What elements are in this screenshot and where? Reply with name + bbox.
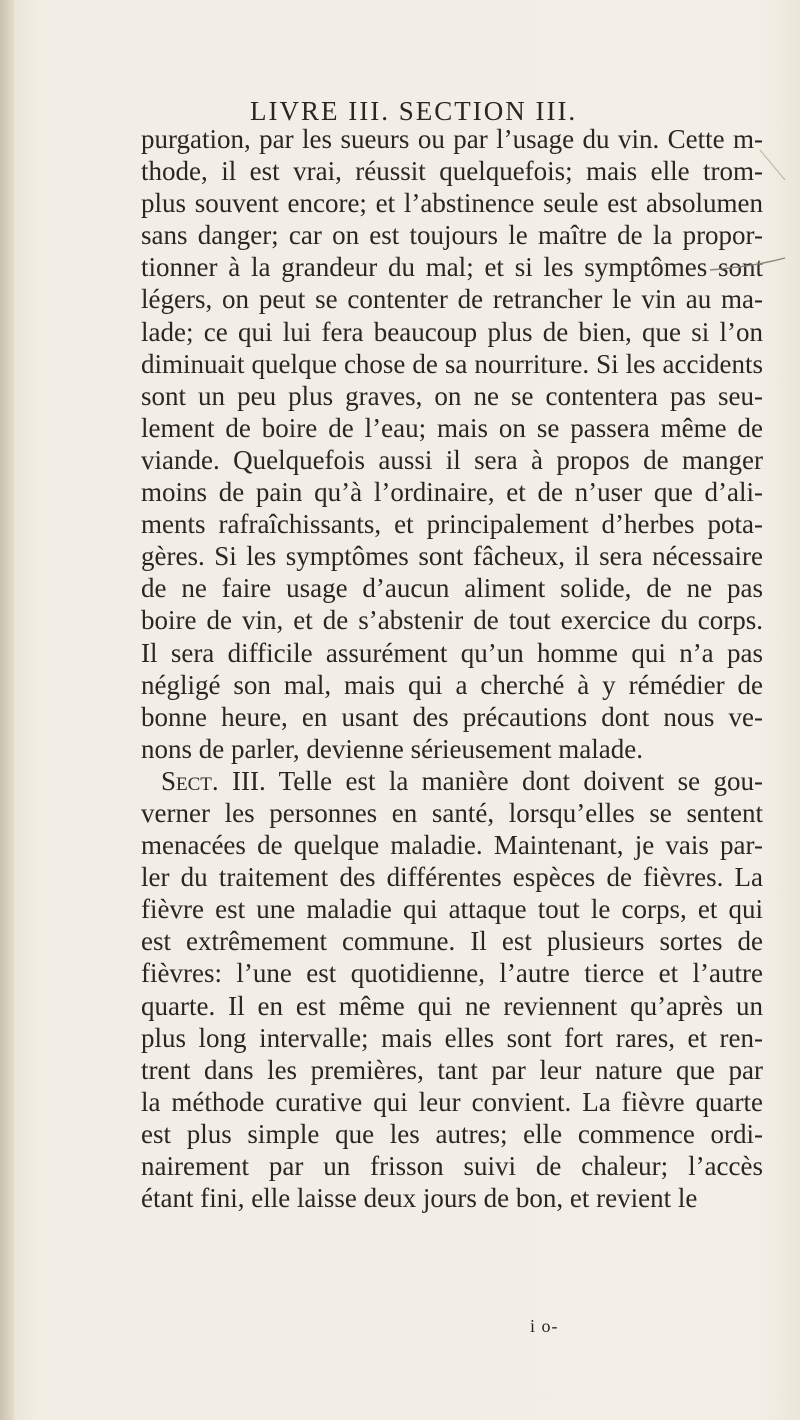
text-line: fièvres: l’une est quotidienne, l’autre tierce et l’autre	[141, 958, 763, 989]
text-line: ments rafraîchissants, et principalement d’herbes pota-	[141, 509, 763, 540]
text-line: viande. Quelquefois aussi il sera à propos de manger	[141, 444, 763, 475]
text-line: Il sera difficile assurément qu’un homme qui n’a pas	[141, 637, 763, 668]
text-line: sont un peu plus graves, on ne se contentera pas seu-	[141, 380, 763, 411]
text-line: est plus simple que les autres; elle commence ordi-	[141, 1118, 763, 1149]
catchword: i o-	[530, 1316, 559, 1336]
running-header: LIVRE III. SECTION III.	[250, 96, 578, 126]
text-line: diminuait quelque chose de sa nourriture. Si les accidents	[141, 348, 763, 379]
text-line: thode, il est vrai, réussit quelquefois; mais elle trom-	[141, 156, 763, 187]
text-line: lement de boire de l’eau; mais on se passera même de	[141, 412, 763, 443]
text-line: plus souvent encore; et l’abstinence seule est absolumen	[141, 188, 763, 219]
text-line: fièvre est une maladie qui attaque tout le corps, et qui	[141, 894, 763, 925]
text-line: étant fini, elle laisse deux jours de bon, et revient le	[141, 1183, 698, 1214]
text-line: nairement par un frisson suivi de chaleur; l’accès	[141, 1151, 763, 1181]
text-line: négligé son mal, mais qui a cherché à y rémédier de	[141, 669, 763, 700]
text-line: de ne faire usage d’aucun aliment solide, de ne pas	[141, 573, 763, 604]
text-line: moins de pain qu’à l’ordinaire, et de n’user que d’ali-	[141, 477, 763, 508]
body-text	[141, 123, 763, 1214]
text-line: lade; ce qui lui fera beaucoup plus de bien, que si l’on	[141, 316, 763, 347]
text-line: tionner à la grandeur du mal; et si les symptômes sont	[141, 252, 763, 283]
text-line: légers, on peut se contenter de retrancher le vin au ma-	[141, 284, 763, 315]
section-line-text: III. Telle est la manière dont doivent se gou-	[218, 765, 763, 796]
text-line: quarte. Il en est même qui ne reviennent qu’après un	[141, 990, 763, 1021]
text-line: trent dans les premières, tant par leur nature que par	[141, 1054, 763, 1085]
text-line: boire de vin, et de s’abstenir de tout exercice du corps.	[141, 605, 763, 636]
section-prefix: Sect.	[161, 765, 219, 796]
text-line: nons de parler, devienne sérieusement malade.	[141, 733, 643, 764]
text-line: sans danger; car on est toujours le maître de la propor-	[141, 220, 763, 251]
text-line: plus long intervalle; mais elles sont fort rares, et ren-	[141, 1022, 763, 1053]
text-line: bonne heure, en usant des précautions dont nous ve-	[141, 701, 763, 732]
text-line: ler du traitement des différentes espèces de fièvres. La	[141, 862, 763, 893]
text-line: la méthode curative qui leur convient. La fièvre quarte	[141, 1086, 763, 1117]
page-binding-edge	[0, 0, 14, 1420]
text-line: est extrêmement commune. Il est plusieurs sortes de	[141, 926, 763, 957]
text-line: menacées de quelque maladie. Maintenant, je vais par-	[141, 830, 763, 861]
text-line: gères. Si les symptômes sont fâcheux, il sera nécessaire	[141, 541, 763, 572]
text-line: purgation, par les sueurs ou par l’usage du vin. Cette m-	[141, 124, 763, 154]
pen-stroke-mark	[700, 140, 790, 280]
text-line: verner les personnes en santé, lorsqu’elles se sentent	[141, 797, 763, 828]
text-line	[141, 765, 763, 797]
